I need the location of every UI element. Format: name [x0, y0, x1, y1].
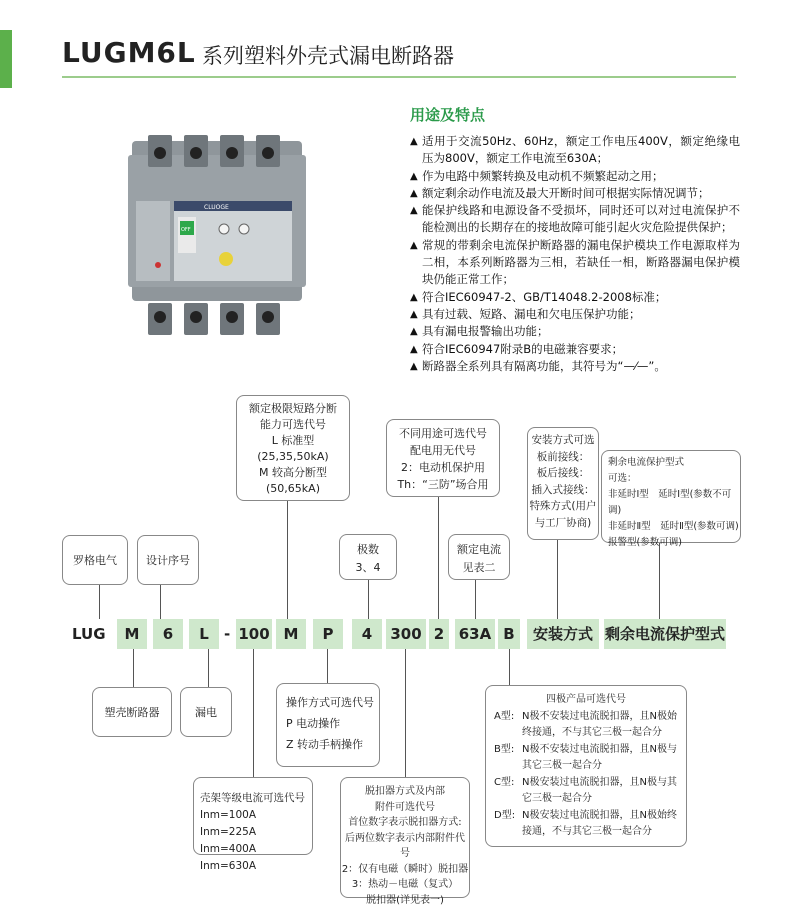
- frame-current-box: 壳架等级电流可选代号 Inm=100A Inm=225A Inm=400A Inm=630A: [193, 777, 313, 855]
- code-cell-100: 100: [236, 619, 272, 649]
- feature-item: ▲ 适用于交流50Hz、60Hz，额定工作电压400V，额定绝缘电压为800V，额定工作电流至630A；: [410, 134, 740, 166]
- four-pole-row: C型: N极安装过电流脱扣器，且N极与其它三极一起合分: [494, 776, 677, 804]
- connector-line: [208, 649, 209, 687]
- connector-line: [160, 585, 161, 619]
- code-cell-m2: M: [276, 619, 306, 649]
- code-cell-2: 2: [429, 619, 449, 649]
- four-pole-row: B型: N极不安装过电流脱扣器，且N极与其它三极一起合分: [494, 743, 677, 771]
- breaker-product-image: [128, 135, 306, 335]
- connector-line: [509, 649, 510, 685]
- connector-line: [253, 649, 254, 777]
- svg-text:OFF: OFF: [181, 227, 191, 233]
- mounting-method-box: 安装方式可选 板前接线： 板后接线： 插入式接线： 特殊方式(用户 与工厂协商): [527, 427, 599, 540]
- code-cell-6: 6: [153, 619, 183, 649]
- design-number-box: 设计序号: [137, 535, 199, 585]
- connector-line: [368, 580, 369, 619]
- connector-line: [438, 497, 439, 619]
- title-divider: [62, 76, 736, 78]
- svg-text:CLUOGE: CLUOGE: [204, 204, 229, 211]
- poles-box: 极数 3、4: [339, 534, 397, 580]
- code-cell-4: 4: [352, 619, 382, 649]
- feature-item: ▲ 常规的带剩余电流保护断路器的漏电保护模块工作电源取样为二相，本系列断路器为三相，若缺任一相，断路器漏电保护模块仍能正常工作；: [410, 237, 740, 287]
- feature-item: ▲ 作为电路中频繁转换及电动机不频繁起动之用；: [410, 168, 664, 183]
- leakage-label-box: 漏电: [180, 687, 232, 737]
- connector-line: [405, 649, 406, 777]
- code-cell-300: 300: [386, 619, 426, 649]
- code-cell-residual: 剩余电流保护型式: [604, 619, 726, 649]
- code-cell-m: M: [117, 619, 147, 649]
- code-cell-63a: 63A: [455, 619, 495, 649]
- code-prefix: LUG: [72, 625, 106, 643]
- features-list: [410, 133, 740, 375]
- four-pole-options-box: 四极产品可选代号 A型: N极不安装过电流脱扣器，且N极始终接通，不与其它三极一起合分 B型: N极不安装过电流脱扣器，且N极与其它三极一起合分 C型: N极安装过电流脱扣器，且N极与其它三极一起合分 D型: N极安装过电流脱扣器，且N极始终接通，不与其它三极一起合分: [485, 685, 687, 847]
- feature-item: ▲ 能保护线路和电源设备不受损坏，同时还可以对过电流保护不能检测出的长期存在的接地故障可能引起火灾危险提供保护；: [410, 203, 740, 235]
- connector-line: [659, 543, 660, 619]
- mccb-label-box: 塑壳断路器: [92, 687, 172, 737]
- feature-item: ▲ 符合IEC60947-2、GB/T14048.2-2008标准；: [410, 289, 667, 304]
- connector-line: [327, 649, 328, 683]
- section-tab-marker: [0, 30, 12, 88]
- code-cell-b: B: [498, 619, 520, 649]
- product-model: LUGM6L: [62, 36, 196, 69]
- connector-line: [557, 540, 558, 619]
- brand-label-box: 罗格电气: [62, 535, 128, 585]
- code-cell-l: L: [189, 619, 219, 649]
- feature-item: ▲ 额定剩余动作电流及最大开断时间可根据实际情况调节；: [410, 185, 710, 200]
- feature-item: ▲ 符合IEC60947附录B的电磁兼容要求；: [410, 341, 624, 356]
- code-dash: -: [224, 625, 231, 643]
- residual-type-box: 剩余电流保护型式 可选： 非延时Ⅰ型 延时Ⅰ型(参数不可调) 非延时Ⅱ型 延时Ⅱ型(参数可调) 报警型(参数可调): [601, 450, 741, 543]
- release-accessory-box: 脱扣器方式及内部 附件可选代号 首位数字表示脱扣器方式: 后两位数字表示内部附件代号 2：仅有电磁（瞬时）脱扣器 3：热动－电磁（复式） 脱扣器(详见表一): [340, 777, 470, 898]
- operation-mode-box: 操作方式可选代号 P 电动操作 Z 转动手柄操作: [276, 683, 380, 767]
- code-cell-p: P: [313, 619, 343, 649]
- feature-item: ▲ 断路器全系列具有隔离功能，其符号为“—⁄—”。: [410, 358, 666, 373]
- connector-line: [287, 501, 288, 619]
- code-cell-mounting: 安装方式: [527, 619, 599, 649]
- connector-line: [133, 649, 134, 687]
- features-title: 用途及特点: [410, 106, 486, 124]
- rated-current-box: 额定电流 见表二: [448, 534, 510, 580]
- breaking-capacity-box: 额定极限短路分断 能力可选代号 L 标准型 (25,35,50kA) M 较高分断型 (50,65kA): [236, 395, 350, 501]
- feature-item: ▲ 具有漏电报警输出功能；: [410, 324, 549, 339]
- connector-line: [475, 580, 476, 619]
- four-pole-row: D型: N极安装过电流脱扣器，且N极始终接通，不与其它三极一起合分: [494, 809, 677, 837]
- four-pole-row: A型: N极不安装过电流脱扣器，且N极始终接通，不与其它三极一起合分: [494, 710, 677, 738]
- connector-line: [99, 585, 100, 619]
- feature-item: ▲ 具有过载、短路、漏电和欠电压保护功能；: [410, 306, 641, 321]
- usage-code-box: 不同用途可选代号 配电用无代号 2：电动机保护用 Th：“三防”场合用: [386, 419, 500, 497]
- product-name: 系列塑料外壳式漏电断路器: [202, 44, 454, 68]
